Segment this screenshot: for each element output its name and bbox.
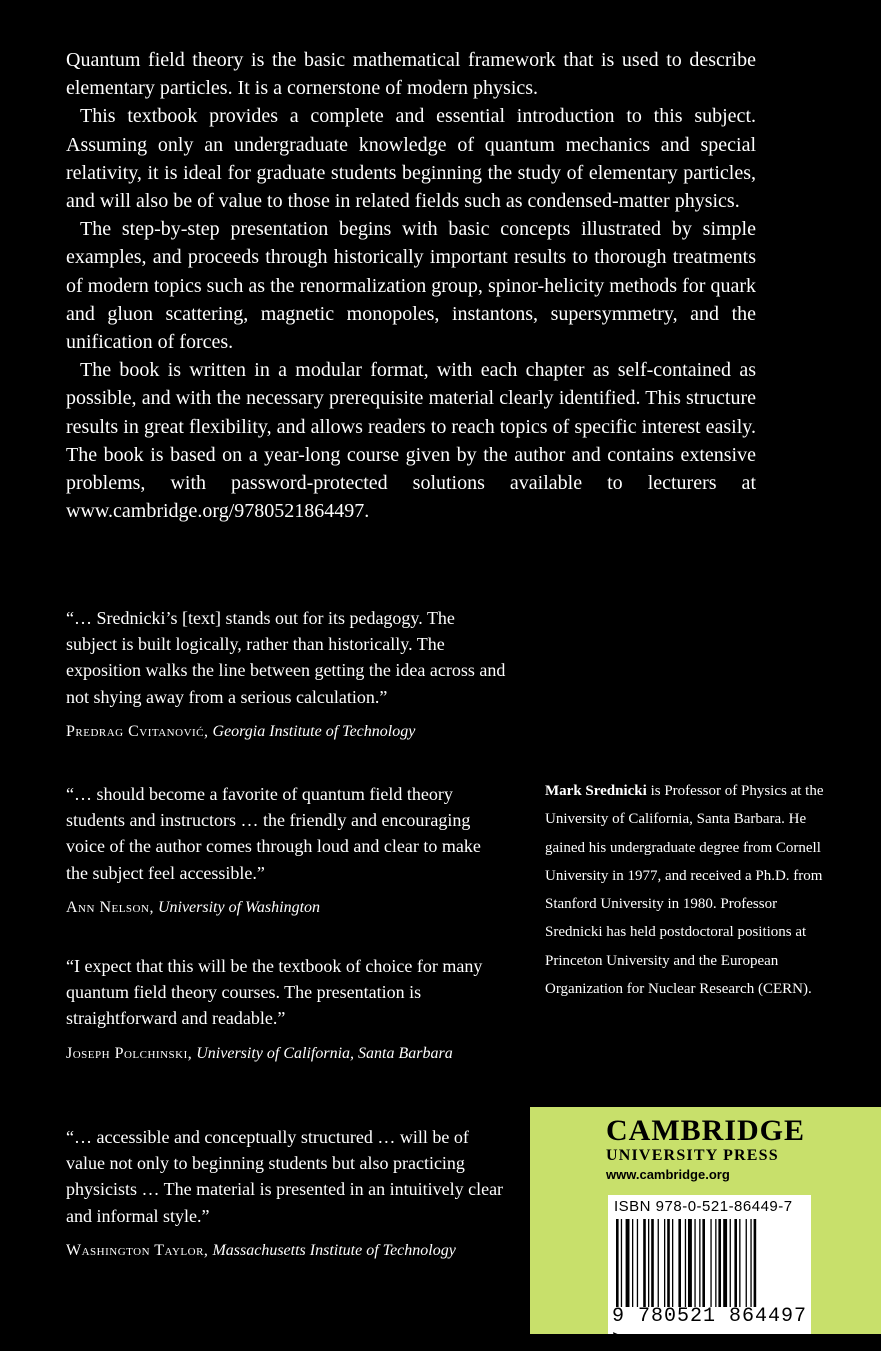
barcode-bar [664, 1219, 665, 1307]
review-attribution [66, 1042, 506, 1066]
barcode-bar [616, 1219, 619, 1307]
publisher-subtitle: UNIVERSITY PRESS [606, 1147, 779, 1164]
review-quote: “… should become a favorite of quantum field theory students and instructors … the friendly and encouraging voice of the author comes through loud and clear to make the subject feel accessible.” [66, 784, 481, 883]
barcode-bar [739, 1219, 740, 1307]
barcode-bar [754, 1219, 757, 1307]
author-name: Mark Srednicki [545, 783, 647, 799]
barcode-bar [648, 1219, 649, 1307]
barcode-icon [612, 1219, 807, 1307]
reviewer-name: Predrag Cvitanović, [66, 722, 209, 740]
review-3 [66, 953, 506, 1066]
publisher-name: CAMBRIDGE [606, 1114, 806, 1147]
barcode-bar [699, 1219, 700, 1307]
barcode-bar [746, 1219, 747, 1307]
barcode-bar [658, 1219, 659, 1307]
barcode-bar [621, 1219, 622, 1307]
barcode-bar [685, 1219, 686, 1307]
review-attribution [66, 1239, 506, 1263]
barcode-bar [672, 1219, 673, 1307]
barcode-bar [718, 1219, 721, 1307]
reviewer-name: Washington Taylor, [66, 1241, 209, 1259]
author-bio-text: is Professor of Physics at the University of California, Santa Barbara. He gained his undergraduate degree from Cornell University in 1977, and received a Ph.D. from Stanford University in 1980. Professor Srednicki has held postdoctoral positions at Princeton University and the European Organization for Nuclear Research (CERN). [545, 783, 824, 998]
barcode-bar [632, 1219, 633, 1307]
description-paragraph-2: This textbook provides a complete and essential introduction to this subject. Assuming only an undergraduate knowledge of quantum mechanics and special relativity, it is ideal for graduate students beginning the study of elementary particles, and will also be of value to those in related fields such as condensed-matter physics. [66, 105, 756, 213]
barcode-bar [734, 1219, 737, 1307]
review-quote: “I expect that this will be the textbook of choice for many quantum field theory courses. The presentation is straightforward and readable.” [66, 956, 483, 1029]
reviewer-institution: Massachusetts Institute of Technology [212, 1241, 456, 1259]
barcode-bar [710, 1219, 711, 1307]
barcode-number: 9 780521 864497 > [612, 1305, 808, 1351]
review-quote: “… accessible and conceptually structured … will be of value not only to beginning students but also practicing physicists … The material is presented in an intuitively clear and informal style.” [66, 1127, 504, 1226]
isbn-label: ISBN 978-0-521-86449-7 [614, 1198, 793, 1215]
review-4 [66, 1124, 506, 1263]
barcode-bar [678, 1219, 681, 1307]
barcode-panel [608, 1195, 811, 1351]
description-paragraph-4: The book is written in a modular format, with each chapter as self-contained as possible, and with the necessary prerequisite material clearly identified. This structure results in great flexibility, and allows readers to reach topics of specific interest easily. The book is based on a year-long course given by the author and contains extensive problems, with password-protected solutions available to lecturers at www.cambridge.org/9780521864497. [66, 359, 756, 523]
review-quote: “… Srednicki’s [text] stands out for its pedagogy. The subject is built logically, rather than historically. The exposition walks the line between getting the idea across and not shying away from a serious calculation.” [66, 608, 506, 707]
publisher-panel [530, 1107, 881, 1351]
reviewer-institution: University of California, Santa Barbara [196, 1044, 453, 1062]
barcode-bar [723, 1219, 727, 1307]
book-description [66, 46, 756, 525]
reviewer-name: Ann Nelson, [66, 898, 154, 916]
publisher-url: www.cambridge.org [606, 1167, 730, 1182]
reviewer-institution: University of Washington [157, 898, 321, 916]
review-attribution [66, 896, 506, 920]
review-1 [66, 605, 506, 744]
review-2 [66, 781, 506, 920]
description-paragraph-3: The step-by-step presentation begins with basic concepts illustrated by simple examples, and proceeds through historically important results to thorough treatments of modern topics such as the renormalization group, spinor-helicity methods for quark and gluon scattering, magnetic monopoles, instantons, supersymmetry, and the unification of forces. [66, 218, 756, 354]
description-paragraph-1: Quantum field theory is the basic mathematical framework that is used to describe elementary particles. It is a cornerstone of modern physics. [66, 49, 756, 100]
author-bio [545, 777, 825, 1003]
barcode-bar [702, 1219, 705, 1307]
barcode-bar [694, 1219, 695, 1307]
barcode-bar [715, 1219, 716, 1307]
reviewer-name: Joseph Polchinski, [66, 1044, 193, 1062]
barcode-bar [667, 1219, 670, 1307]
barcode-bar [750, 1219, 751, 1307]
barcode-bar [637, 1219, 638, 1307]
barcode-bar [688, 1219, 692, 1307]
barcode-bar [730, 1219, 731, 1307]
barcode-bar [643, 1219, 646, 1307]
review-attribution [66, 720, 506, 744]
barcode-bar [626, 1219, 630, 1307]
barcode-bar [651, 1219, 654, 1307]
reviewer-institution: Georgia Institute of Technology [212, 722, 416, 740]
